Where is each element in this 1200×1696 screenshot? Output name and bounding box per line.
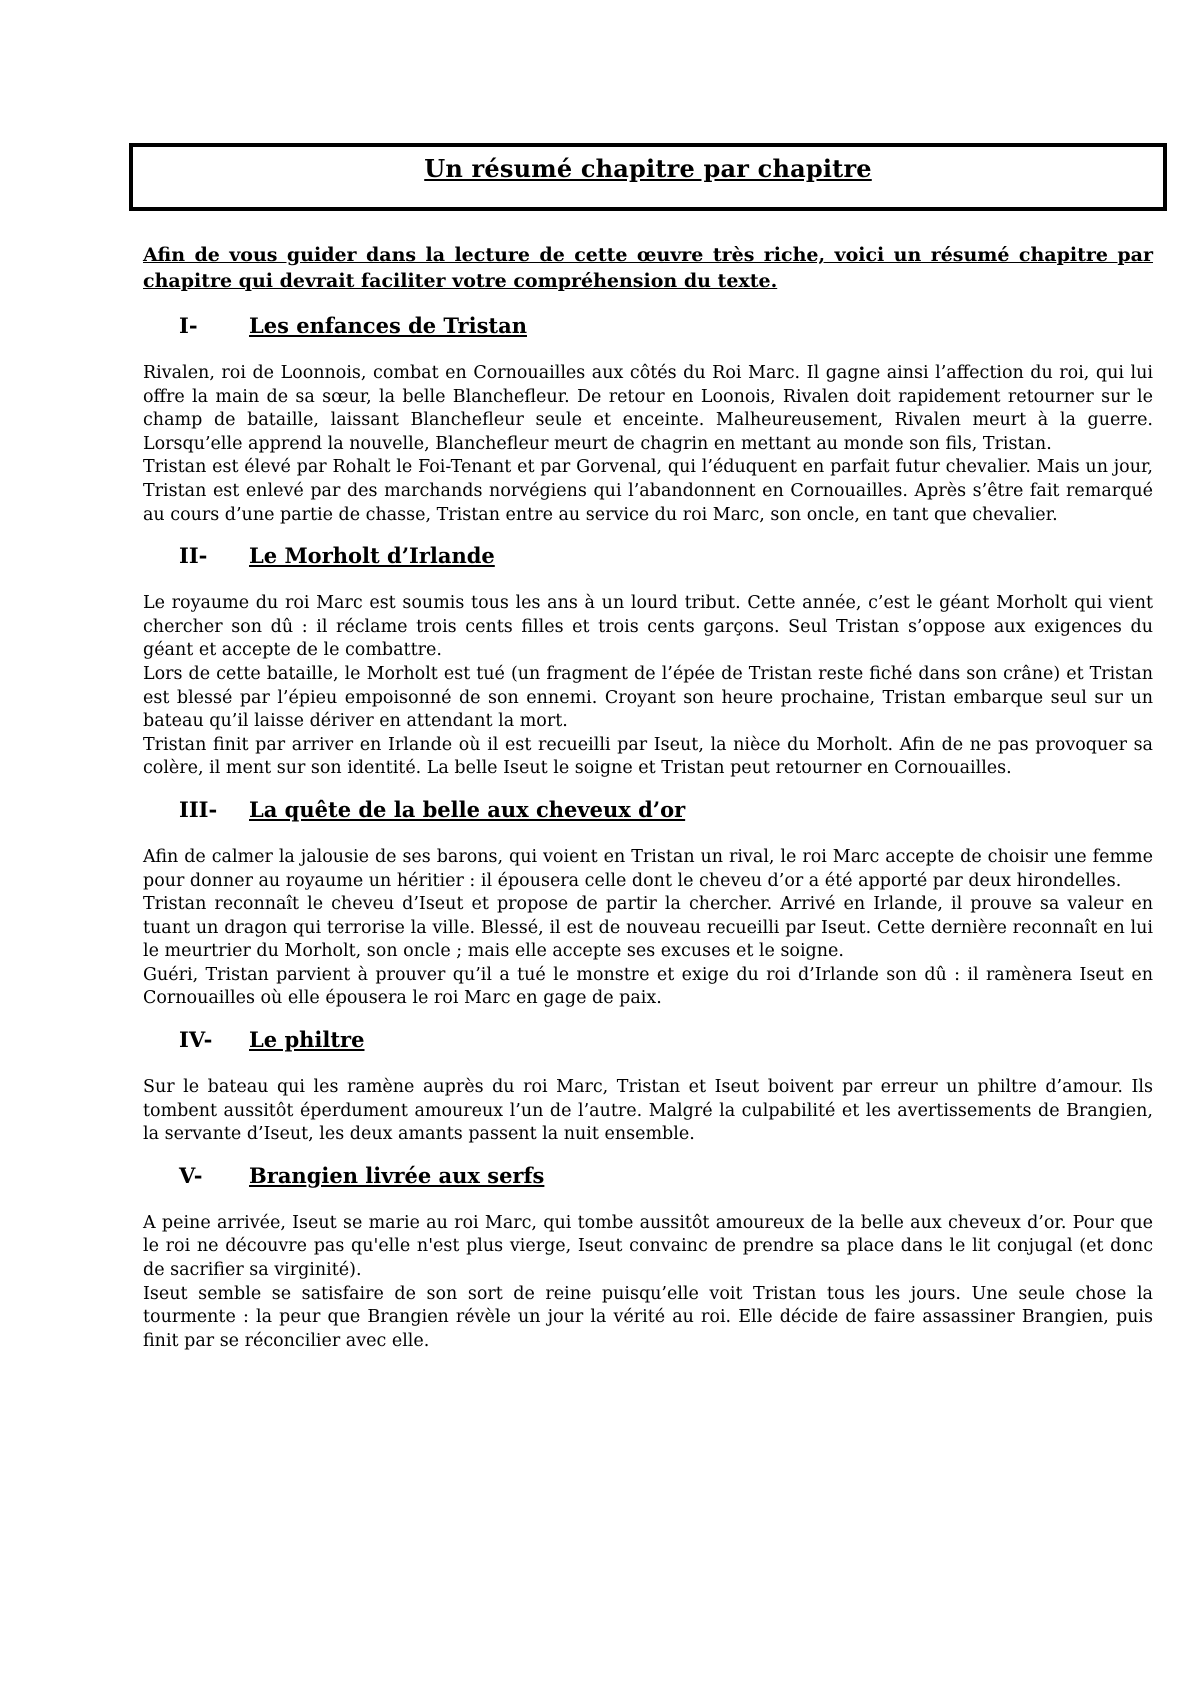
section-title: Le Morholt d’Irlande xyxy=(249,543,495,569)
section-title: Brangien livrée aux serfs xyxy=(249,1162,545,1188)
paragraph: Rivalen, roi de Loonnois, combat en Cornouailles aux côtés du Roi Marc. Il gagne ainsi l’affection du roi, qui lui offre la main de sa sœur, la belle Blanchefleur. De retour en Loonois, Rivalen doit rapidement retourner sur le champ de bataille, laissant Blanchefleur seule et enceinte. Malheureusement, Rivalen meurt à la guerre. Lorsqu’elle apprend la nouvelle, Blanchefleur meurt de chagrin en mettant au monde son fils, Tristan. xyxy=(143,363,1153,454)
paragraph: Iseut semble se satisfaire de son sort de reine puisqu’elle voit Tristan tous les jours. Une seule chose la tourmente : la peur que Brangien révèle un jour la vérité au roi. Elle décide de faire assassiner Brangien, puis finit par se réconcilier avec elle. xyxy=(143,1283,1153,1351)
section-body xyxy=(143,1076,1153,1147)
paragraph: Tristan reconnaît le cheveu d’Iseut et propose de partir la chercher. Arrivé en Irlande, il prouve sa valeur en tuant un dragon qui terrorise la ville. Blessé, il est de nouveau recueilli par Iseut. Cette dernière reconnaît en lui le meurtrier du Morholt, son oncle ; mais elle accepte ses excuses et le soigne. xyxy=(143,894,1153,962)
section-number: I- xyxy=(179,313,198,338)
paragraph: Tristan finit par arriver en Irlande où il est recueilli par Iseut, la nièce du Morholt. Afin de ne pas provoquer sa colère, il ment sur son identité. La belle Iseut le soigne et Tristan peut retourner en Cornouailles. xyxy=(143,734,1153,779)
section-heading xyxy=(143,1026,1153,1054)
paragraph: Sur le bateau qui les ramène auprès du roi Marc, Tristan et Iseut boivent par erreur un philtre d’amour. Ils tombent aussitôt éperdument amoureux l’un de l’autre. Malgré la culpabilité et les avertissements de Brangien, la servante d’Iseut, les deux amants passent la nuit ensemble. xyxy=(143,1077,1153,1145)
section-1 xyxy=(143,312,1153,527)
paragraph: Tristan est élevé par Rohalt le Foi-Tenant et par Gorvenal, qui l’éduquent en parfait futur chevalier. Mais un jour, Tristan est enlevé par des marchands norvégiens qui l’abandonnent en Cornouailles. Après s’être fait remarqué au cours d’une partie de chasse, Tristan entre au service du roi Marc, son oncle, en tant que chevalier. xyxy=(143,457,1153,525)
section-2 xyxy=(143,542,1153,781)
section-number: IV- xyxy=(179,1027,213,1053)
section-body xyxy=(143,592,1153,781)
document-content xyxy=(143,242,1153,1368)
section-body xyxy=(143,846,1153,1011)
section-number: II- xyxy=(179,543,208,569)
page-title: Un résumé chapitre par chapitre xyxy=(424,154,872,183)
section-heading xyxy=(143,1162,1153,1190)
section-number: V- xyxy=(179,1162,203,1188)
intro-paragraph: Afin de vous guider dans la lecture de cette œuvre très riche, voici un résumé chapitre par chapitre qui devrait faciliter votre compréhension du texte. xyxy=(143,244,1153,292)
section-heading xyxy=(143,542,1153,570)
section-number: III- xyxy=(179,796,218,822)
paragraph: Lors de cette bataille, le Morholt est tué (un fragment de l’épée de Tristan reste fiché dans son crâne) et Tristan est blessé par l’épieu empoisonné de son ennemi. Croyant son heure prochaine, Tristan embarque seul sur un bateau qu’il laisse dériver en attendant la mort. xyxy=(143,663,1153,732)
section-title: Les enfances de Tristan xyxy=(249,313,527,338)
title-box xyxy=(129,143,1167,211)
section-body xyxy=(143,362,1153,527)
paragraph: Afin de calmer la jalousie de ses barons, qui voient en Tristan un rival, le roi Marc accepte de choisir une femme pour donner au royaume un héritier : il épousera celle dont le cheveu d’or a été apporté par deux hirondelles. xyxy=(143,846,1153,891)
section-title: La quête de la belle aux cheveux d’or xyxy=(249,796,686,822)
section-5 xyxy=(143,1162,1153,1354)
paragraph: Guéri, Tristan parvient à prouver qu’il a tué le monstre et exige du roi d’Irlande son dû : il ramènera Iseut en Cornouailles où elle épousera le roi Marc en gage de paix. xyxy=(143,964,1153,1009)
section-title: Le philtre xyxy=(249,1027,365,1053)
section-body xyxy=(143,1212,1153,1354)
section-heading xyxy=(143,796,1153,824)
paragraph: Le royaume du roi Marc est soumis tous les ans à un lourd tribut. Cette année, c’est le géant Morholt qui vient chercher son dû : il réclame trois cents filles et trois cents garçons. Seul Tristan s’oppose aux exigences du géant et accepte de le combattre. xyxy=(143,593,1153,661)
section-3 xyxy=(143,796,1153,1011)
section-4 xyxy=(143,1026,1153,1147)
section-heading xyxy=(143,312,1153,340)
paragraph: A peine arrivée, Iseut se marie au roi Marc, qui tombe aussitôt amoureux de la belle aux cheveux d’or. Pour que le roi ne découvre pas qu'elle n'est plus vierge, Iseut convainc de prendre sa place dans le lit conjugal (et donc de sacrifier sa virginité). xyxy=(143,1212,1153,1281)
